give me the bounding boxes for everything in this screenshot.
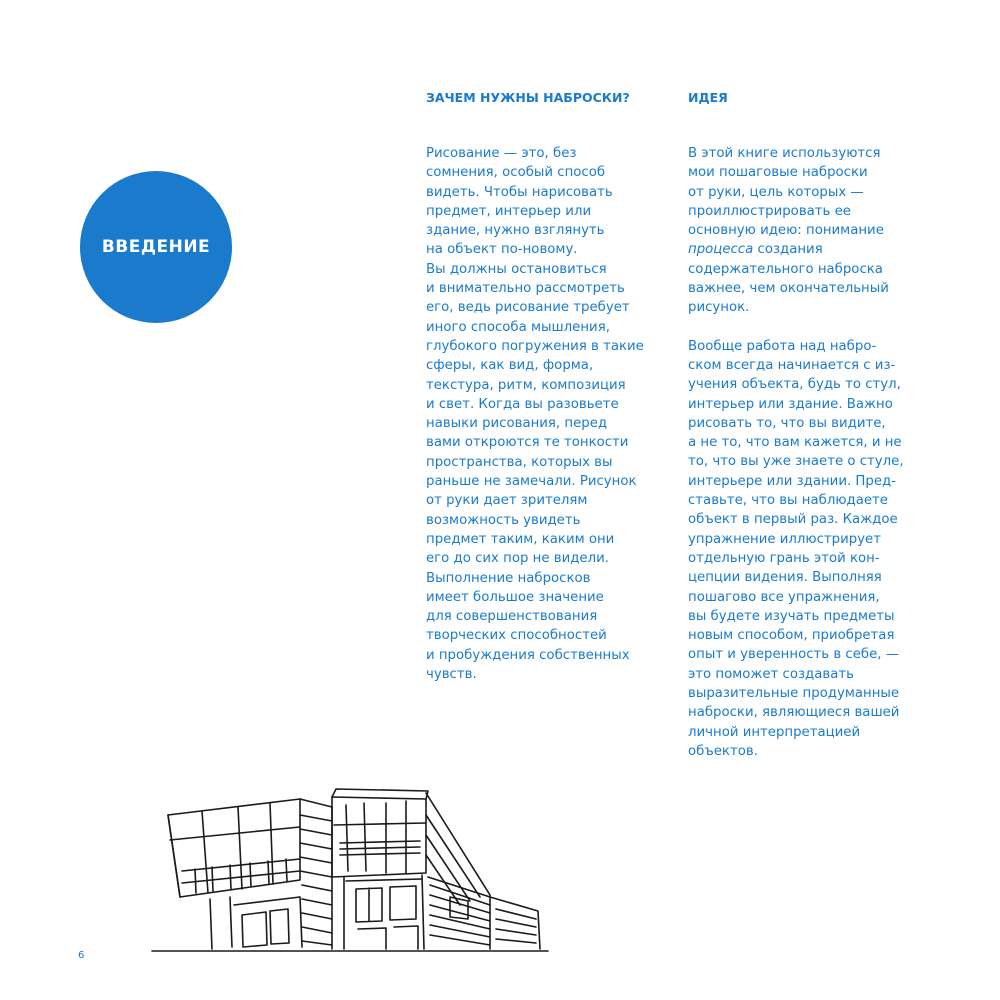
paragraph-idea-1 (688, 144, 913, 318)
house-sketch-icon (150, 785, 550, 960)
heading-why-sketches: ЗАЧЕМ НУЖНЫ НАБРОСКИ? (426, 90, 630, 105)
paragraph-idea-1-start: В этой книге используются мои пошаговые наброски от руки, цель которых — проиллюстрировать ее основную идею: понимание (688, 146, 884, 239)
paragraph-idea-1-end: создания содержательного наброска важнее, чем окончательный рисунок. (688, 242, 889, 316)
intro-circle (80, 171, 232, 323)
column-why-sketches (426, 89, 656, 684)
paragraph-why-sketches: Рисование — это, без сомнения, особый способ видеть. Чтобы нарисовать предмет, интерьер или здание, нужно взглянуть на объект по-новому. Вы должны остановиться и внимательно рассмотреть его, ведь рисование требует иного способа мышления, глубокого погружения в такие сферы, как вид, форма, текстура, ритм, композиция и свет. Когда вы разовьете навыки рисования, перед вами откроются те тонкости пространства, которых вы раньше не замечали. Рисунок от руки дает зрителям возможность увидеть предмет таким, каким они его до сих пор не видели. Выполнение набросков имеет большое значение для совершенствования творческих способностей и пробуждения собственных чувств. (426, 146, 644, 683)
heading-idea: ИДЕЯ (688, 90, 728, 105)
page-number: 6 (78, 950, 85, 961)
paragraph-idea-2: Вообще работа над набро- ском всегда начинается с из- учения объекта, будь то стул, интерьер или здание. Важно рисовать то, что вы видите, а не то, что вам кажется, и не то, что вы уже знаете о стуле, интерьере или здании. Пред- ставьте, что вы наблюдаете объект в первый раз. Каждое упражнение иллюстрирует отдельную грань этой кон- цепции видения. Выполняя пошагово все упражнения, вы будете изучать предметы новым способом, приобретая опыт и уверенность в себе, — это поможет создавать выразительные продуманные наброски, являющиеся вашей личной интерпретацией объектов. (688, 338, 904, 759)
intro-title: ВВЕДЕНИЕ (101, 237, 211, 257)
column-idea (688, 89, 913, 761)
paragraph-idea-1-emphasis: процесса (688, 242, 754, 258)
